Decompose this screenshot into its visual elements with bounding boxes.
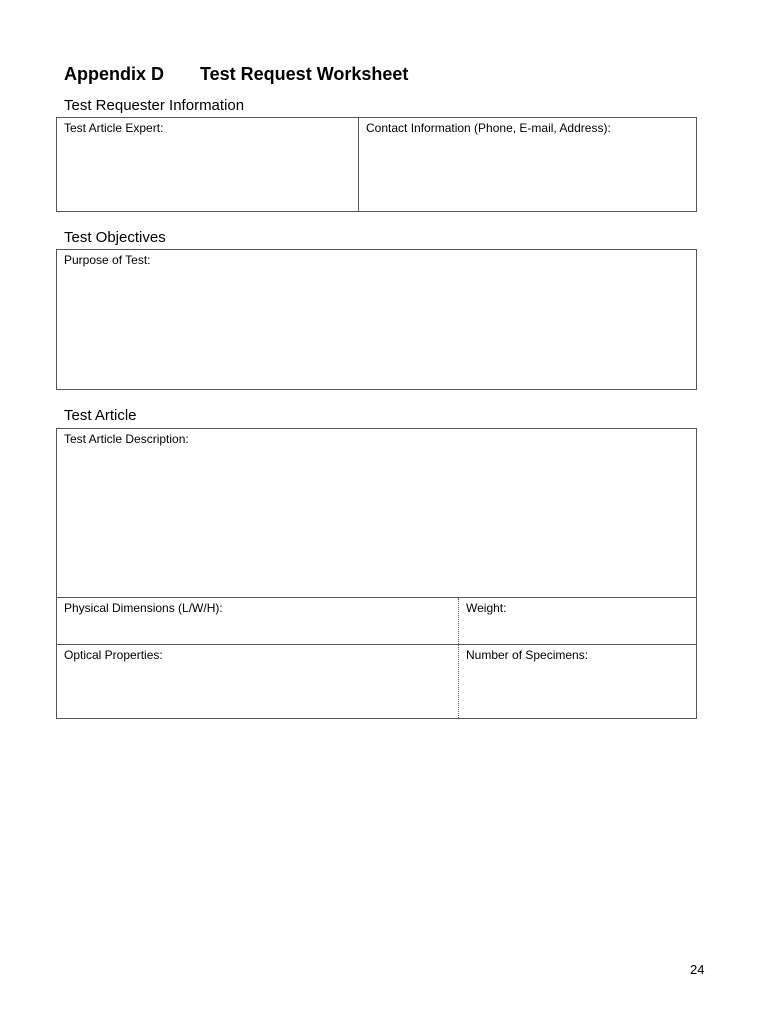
article-column-divider — [458, 598, 459, 718]
purpose-of-test-label: Purpose of Test: — [64, 253, 151, 267]
test-article-description-field[interactable] — [57, 429, 696, 597]
purpose-of-test-field[interactable] — [57, 250, 696, 389]
page-number: 24 — [690, 962, 705, 977]
number-of-specimens-field[interactable] — [459, 645, 696, 718]
physical-dimensions-field[interactable] — [57, 598, 458, 644]
number-of-specimens-label: Number of Specimens: — [466, 648, 589, 662]
article-box — [56, 428, 697, 719]
contact-information-label: Contact Information (Phone, E-mail, Address): — [366, 121, 611, 135]
optical-properties-label: Optical Properties: — [64, 648, 163, 662]
objectives-box — [56, 249, 697, 390]
document-title: Test Request Worksheet — [200, 64, 409, 84]
test-article-description-label: Test Article Description: — [64, 432, 189, 446]
weight-label: Weight: — [466, 601, 507, 615]
requester-info-box — [56, 117, 697, 212]
test-article-expert-field[interactable] — [57, 118, 358, 211]
test-article-expert-label: Test Article Expert: — [64, 121, 164, 135]
section-title-article: Test Article — [64, 407, 137, 424]
section-title-objectives: Test Objectives — [64, 229, 166, 246]
physical-dimensions-label: Physical Dimensions (L/W/H): — [64, 601, 223, 615]
section-title-requester: Test Requester Information — [64, 97, 245, 114]
weight-field[interactable] — [459, 598, 696, 644]
contact-information-field[interactable] — [359, 118, 696, 211]
appendix-label: Appendix D — [64, 64, 165, 84]
optical-properties-field[interactable] — [57, 645, 458, 718]
